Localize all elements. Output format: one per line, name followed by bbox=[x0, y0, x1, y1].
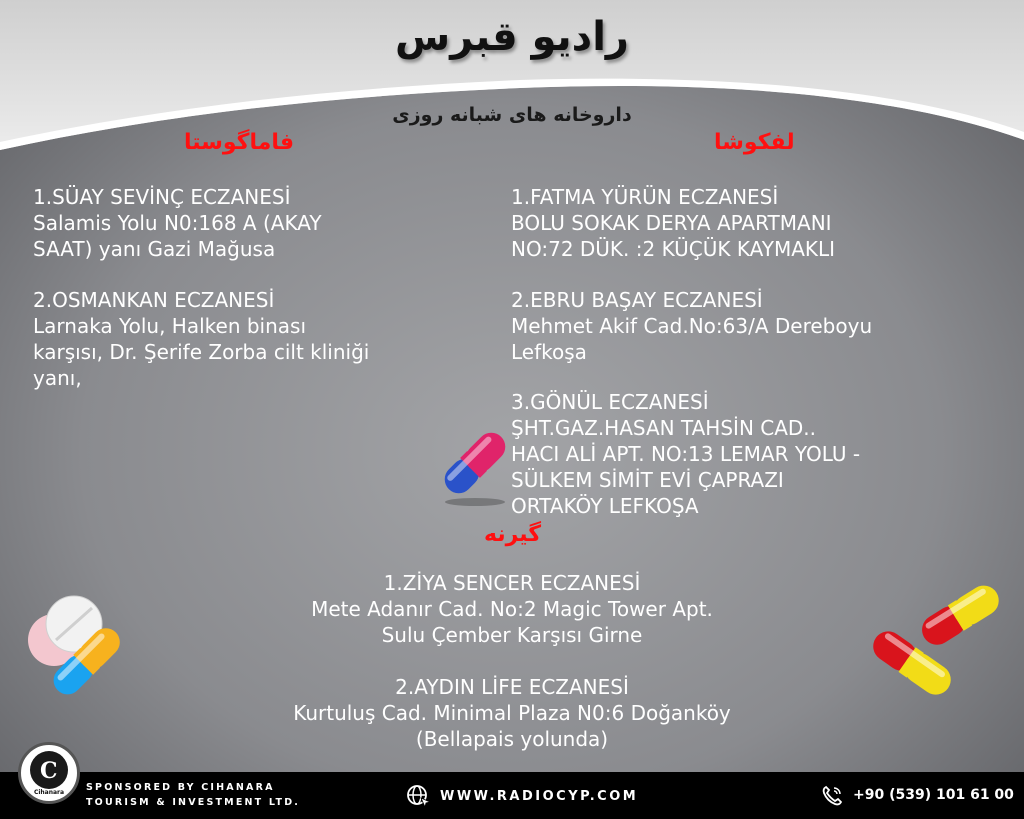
pharmacy-address-line: (Bellapais yolunda) bbox=[415, 727, 609, 751]
page-title: رادیو قبرس bbox=[395, 14, 629, 60]
pharmacy-address-line: Salamis Yolu N0:168 A (AKAY bbox=[33, 211, 322, 235]
pharmacy-name: 3.GÖNÜL ECZANESİ bbox=[511, 390, 709, 414]
sponsor-line: TOURISM & INVESTMENT LTD. bbox=[86, 797, 301, 808]
pharmacy-kyrenia-2 bbox=[212, 674, 812, 752]
cihanara-logo bbox=[18, 742, 80, 804]
pharmacy-name: 1.ZİYA SENCER ECZANESİ bbox=[383, 571, 641, 595]
globe-icon bbox=[406, 783, 432, 809]
pharmacy-kyrenia-1 bbox=[212, 570, 812, 648]
pharmacy-address-line: ŞHT.GAZ.HASAN TAHSİN CAD.. bbox=[511, 416, 817, 440]
sponsor-text bbox=[86, 780, 300, 810]
pharmacy-address-line: karşısı, Dr. Şerife Zorba cilt kliniği bbox=[33, 340, 370, 364]
pharmacy-name: 2.EBRU BAŞAY ECZANESİ bbox=[511, 288, 763, 312]
logo-c-icon: C bbox=[40, 758, 58, 784]
pharmacy-address-line: Sulu Çember Karşısı Girne bbox=[381, 623, 643, 647]
pharmacy-famagusta-1 bbox=[33, 184, 483, 262]
pharmacy-address-line: Larnaka Yolu, Halken binası bbox=[33, 314, 307, 338]
pharmacy-name: 2.AYDIN LİFE ECZANESİ bbox=[395, 675, 629, 699]
pharmacy-address-line: HACI ALİ APT. NO:13 LEMAR YOLU - bbox=[511, 442, 861, 466]
pharmacy-nicosia-2 bbox=[511, 287, 1011, 365]
sponsor-line: SPONSORED BY CIHANARA bbox=[86, 782, 275, 793]
phone-icon bbox=[820, 784, 844, 808]
pharmacy-address-line: yanı, bbox=[33, 366, 82, 390]
phone-number[interactable]: +90 (539) 101 61 00 bbox=[853, 787, 1014, 803]
capsules-red-yellow-icon bbox=[862, 568, 1012, 713]
pharmacy-address-line: BOLU SOKAK DERYA APARTMANI bbox=[511, 211, 832, 235]
region-famagusta: فاماگوستا bbox=[184, 130, 295, 155]
pharmacy-name: 2.OSMANKAN ECZANESİ bbox=[33, 288, 275, 312]
pills-white-pink-capsule-icon bbox=[16, 592, 136, 707]
pharmacy-nicosia-1 bbox=[511, 184, 1011, 262]
page-subtitle: داروخانه های شبانه روزی bbox=[392, 104, 632, 126]
logo-wordmark: Cihanara bbox=[33, 789, 65, 796]
pharmacy-famagusta-2 bbox=[33, 287, 483, 391]
website-link[interactable]: WWW.RADIOCYP.COM bbox=[440, 789, 639, 804]
pharmacy-address-line: Lefkoşa bbox=[511, 340, 587, 364]
pharmacy-name: 1.FATMA YÜRÜN ECZANESİ bbox=[511, 185, 779, 209]
pharmacy-address-line: SÜLKEM SİMİT EVİ ÇAPRAZI bbox=[511, 468, 784, 492]
region-kyrenia: گیرنه bbox=[484, 522, 542, 547]
pharmacy-address-line: Mete Adanır Cad. No:2 Magic Tower Apt. bbox=[311, 597, 713, 621]
region-nicosia: لفکوشا bbox=[714, 130, 795, 155]
pharmacy-address-line: SAAT) yanı Gazi Mağusa bbox=[33, 237, 276, 261]
pharmacy-address-line: Mehmet Akif Cad.No:63/A Dereboyu bbox=[511, 314, 873, 338]
capsule-pink-blue-icon bbox=[430, 418, 520, 508]
pharmacy-nicosia-3 bbox=[511, 389, 1016, 519]
pharmacy-name: 1.SÜAY SEVİNÇ ECZANESİ bbox=[33, 185, 291, 209]
pharmacy-address-line: NO:72 DÜK. :2 KÜÇÜK KAYMAKLI bbox=[511, 237, 836, 261]
pharmacy-address-line: ORTAKÖY LEFKOŞA bbox=[511, 494, 699, 518]
pharmacy-address-line: Kurtuluş Cad. Minimal Plaza N0:6 Doğanköy bbox=[293, 701, 731, 725]
